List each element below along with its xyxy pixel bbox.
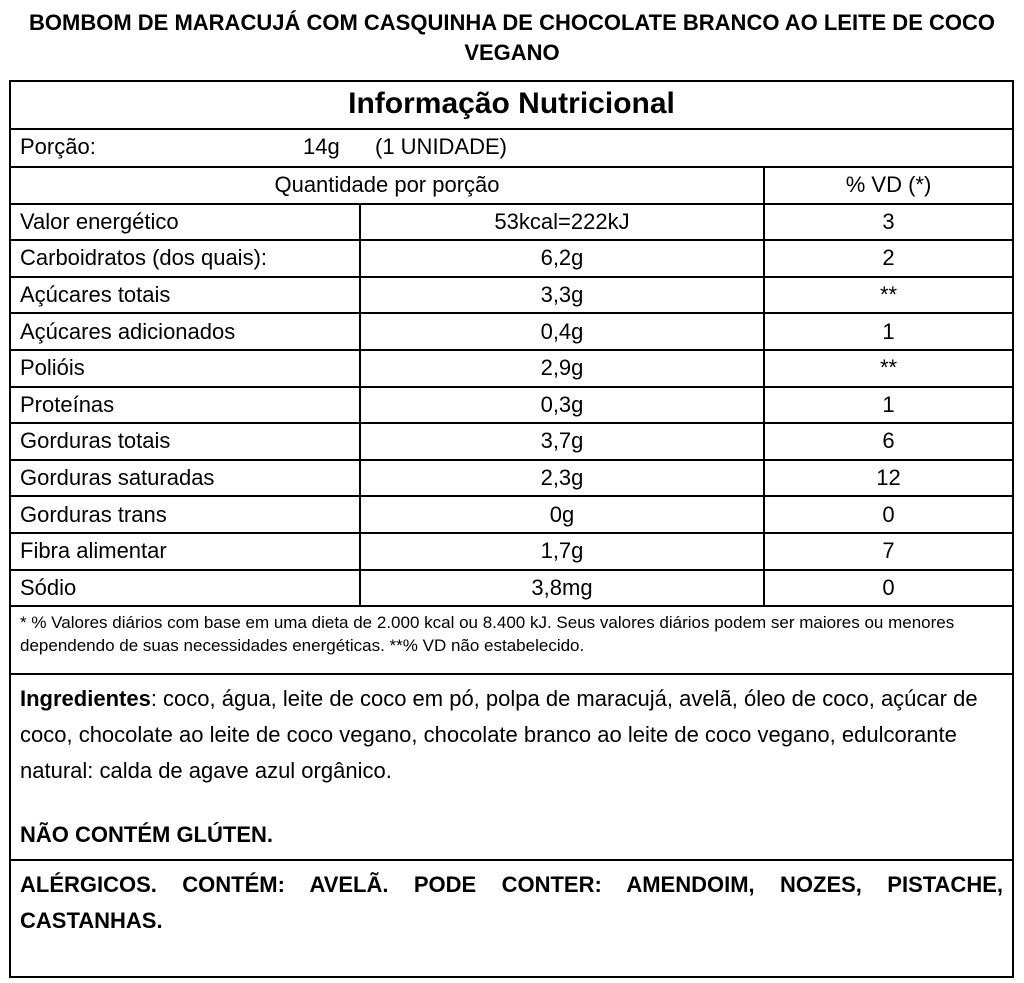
nutrient-amount: 0g (360, 496, 764, 533)
nutrient-amount: 2,3g (360, 460, 764, 497)
table-row (11, 277, 1012, 314)
nutrient-name: Sódio (11, 570, 360, 607)
nutrient-name: Gorduras saturadas (11, 460, 360, 497)
portion-label: Porção: (20, 134, 96, 159)
portion-row (11, 130, 1012, 168)
ingredients-paragraph (20, 681, 1003, 789)
table-row (11, 423, 1012, 460)
portion-unit: (1 UNIDADE) (375, 134, 508, 159)
table-row (11, 460, 1012, 497)
nutrient-name: Açúcares totais (11, 277, 360, 314)
nutrient-name: Carboidratos (dos quais): (11, 240, 360, 277)
nutrient-name: Proteínas (11, 387, 360, 424)
ingredients-label: Ingredientes (20, 686, 151, 712)
allergens-statement: ALÉRGICOS. CONTÉM: AVELÃ. PODE CONTER: AMENDOIM, NOZES, PISTACHE, CASTANHAS. (20, 872, 1003, 934)
table-row (11, 570, 1012, 607)
table-row (11, 313, 1012, 350)
nutrient-vd: 0 (764, 496, 1012, 533)
table-row (11, 350, 1012, 387)
nutrient-vd: 3 (764, 204, 1012, 241)
nutrient-vd: 1 (764, 313, 1012, 350)
nutrition-table (11, 168, 1012, 607)
nutrient-amount: 3,8mg (360, 570, 764, 607)
table-row (11, 533, 1012, 570)
ingredients-section (11, 675, 1012, 861)
nutrient-name: Valor energético (11, 204, 360, 241)
nutrient-amount: 2,9g (360, 350, 764, 387)
table-row (11, 387, 1012, 424)
nutrient-amount: 0,3g (360, 387, 764, 424)
ingredients-text: : coco, água, leite de coco em pó, polpa de maracujá, avelã, óleo de coco, açúcar de coco, chocolate ao leite de coco vegano, chocolate branco ao leite de coco vegano, edulcorante natural: calda de agave azul orgânico. (20, 686, 978, 784)
nutrient-vd: ** (764, 277, 1012, 314)
nutrient-amount: 53kcal=222kJ (360, 204, 764, 241)
nutrient-vd: 0 (764, 570, 1012, 607)
nutrition-label (9, 80, 1014, 978)
table-row (11, 496, 1012, 533)
table-row (11, 204, 1012, 241)
nutrient-vd: 1 (764, 387, 1012, 424)
gluten-statement: NÃO CONTÉM GLÚTEN. (20, 822, 273, 848)
nutrient-vd: ** (764, 350, 1012, 387)
portion-quantity: 14g (303, 134, 340, 159)
nutrient-vd: 7 (764, 533, 1012, 570)
nutrient-name: Polióis (11, 350, 360, 387)
header-vd: % VD (*) (764, 168, 1012, 204)
nutrient-vd: 12 (764, 460, 1012, 497)
nutrient-amount: 0,4g (360, 313, 764, 350)
table-header-row (11, 168, 1012, 204)
nutrient-amount: 3,7g (360, 423, 764, 460)
nutrient-amount: 1,7g (360, 533, 764, 570)
nutrient-amount: 3,3g (360, 277, 764, 314)
product-title: BOMBOM DE MARACUJÁ COM CASQUINHA DE CHOCOLATE BRANCO AO LEITE DE COCO VEGANO (29, 10, 995, 65)
label-title: Informação Nutricional (11, 82, 1012, 130)
nutrient-name: Fibra alimentar (11, 533, 360, 570)
header-quantity: Quantidade por porção (11, 168, 764, 204)
nutrient-name: Gorduras totais (11, 423, 360, 460)
nutrient-name: Açúcares adicionados (11, 313, 360, 350)
nutrient-vd: 2 (764, 240, 1012, 277)
nutrient-vd: 6 (764, 423, 1012, 460)
footnote: * % Valores diários com base em uma dieta de 2.000 kcal ou 8.400 kJ. Seus valores diários podem ser maiores ou menores dependendo de suas necessidades energéticas. **% VD não estabelecido. (11, 607, 1012, 675)
nutrient-name: Gorduras trans (11, 496, 360, 533)
table-row (11, 240, 1012, 277)
nutrient-amount: 6,2g (360, 240, 764, 277)
